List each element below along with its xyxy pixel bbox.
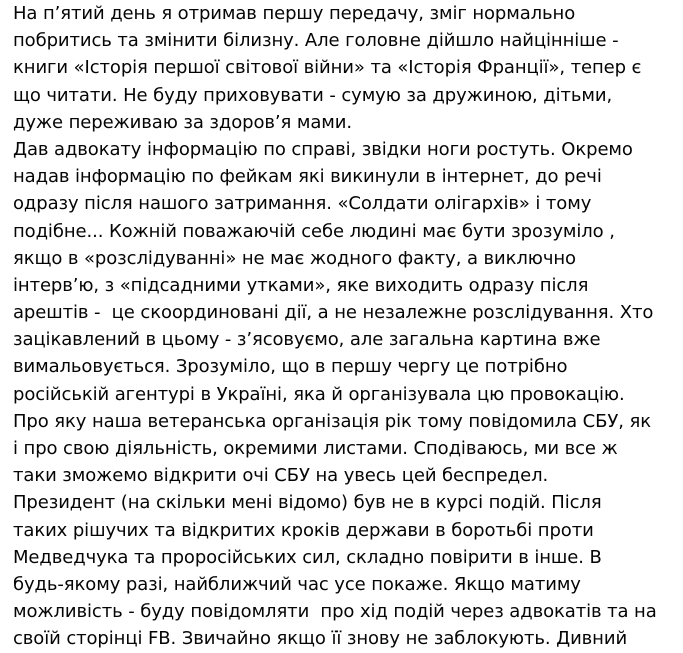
post-text-line: інтерв’ю, з «підсадними утками», яке виходить одразу після [13,274,589,296]
post-text-line: можливість - буду повідомляти про хід подій через адвокатів та на [13,601,657,623]
post-text-line: Медведчука та проросійських сил, складно повірити в інше. В [13,546,602,568]
post-text-line: таки зможемо відкрити очі СБУ на увесь цей беспредел. [13,465,549,487]
post-text-line: таких рішучих та відкритих кроків держави в боротьбі проти [13,519,594,541]
post-text-line: Про яку наша ветеранська організація рік тому повідомила СБУ, як [13,410,651,432]
post-text-line: зацікавлений в цьому - з’ясовуємо, але загальна картина вже [13,329,601,351]
post-text-line: На п’ятий день я отримав першу передачу, зміг нормально [13,3,576,24]
post-text-line: своїй сторінці FB. Звичайно якщо її знову не заблокують. Дивний [13,628,628,650]
post-text-line: будь-якому разі, найближчий час усе покаже. Якщо матиму [13,573,581,595]
post-text-line: книги «Історія першої світової війни» та «Історія Франції», тепер є [13,57,642,79]
post-text-line: якщо в «розслідуванні» не має жодного факту, а виключно [13,247,576,269]
post-text-line: і про свою діяльність, окремими листами. Сподіваюсь, ми все ж [13,438,618,459]
post-text-line: вимальовується. Зрозуміло, що в першу чергу це потрібно [13,356,568,378]
post-body-text [13,0,683,653]
post-text-line: арештів - це скоординовані дії, а не незалежне розслідування. Хто [13,302,654,324]
post-text-line: дуже переживаю за здоров’я мами. [13,111,352,133]
post-text-line: російській агентурі в Україні, яка й організувала цю провокацію. [13,383,625,405]
post-text-line: що читати. Не буду приховувати - сумую за дружиною, дітьми, [13,84,613,106]
post-text-line: побритись та змінити білизну. Але головне дійшло найцінніше - [13,30,619,52]
post-text-line: надав інформацію по фейкам які викинули в інтернет, до речі [13,166,602,188]
post-text-line: Президент (на скільки мені відомо) був не в курсі подій. Після [13,492,602,514]
post-text-line: подібне... Кожній поважаючій себе людині має бути зрозуміло , [13,220,615,242]
post-text-line: Дав адвокату інформацію по справі, звідки ноги ростуть. Окремо [13,138,633,160]
post-text-line: одразу після нашого затримання. «Солдати олігархів» і тому [13,193,592,215]
